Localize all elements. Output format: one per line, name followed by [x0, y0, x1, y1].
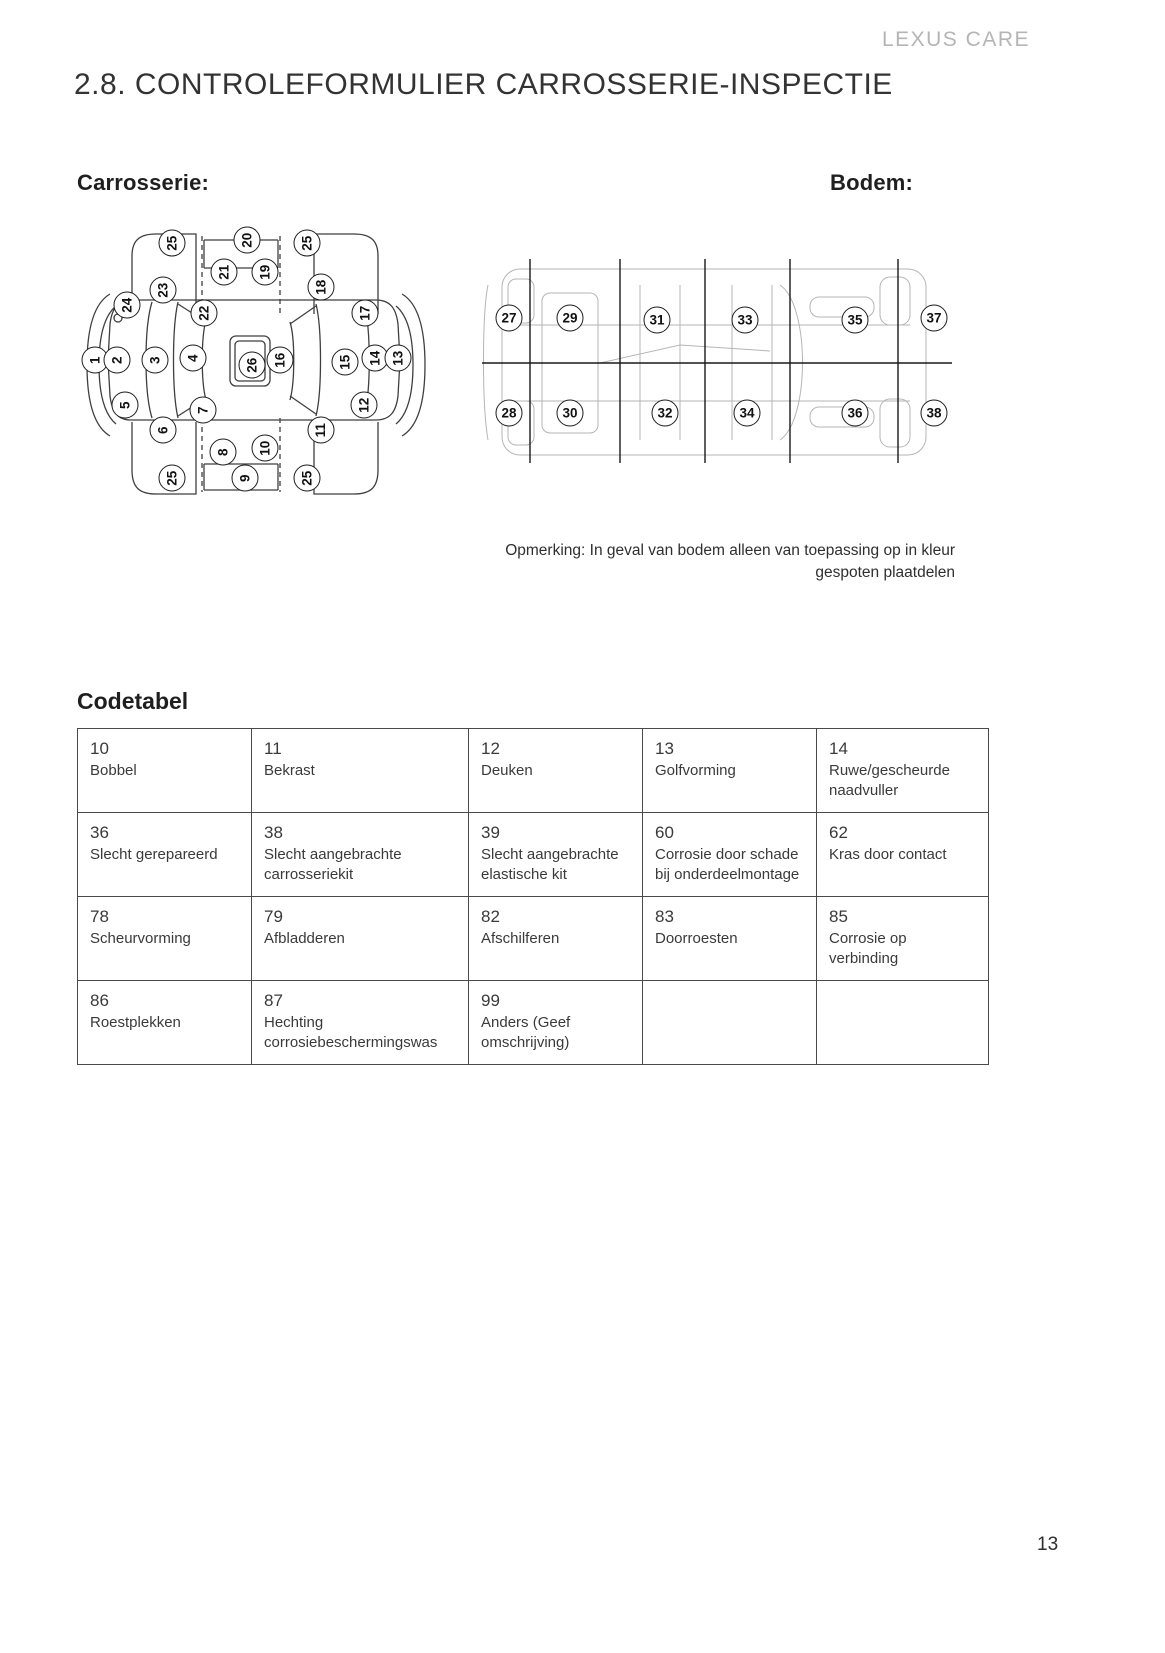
code-description: Afbladderen — [264, 930, 345, 947]
diagram-marker-25: 25 — [294, 465, 321, 492]
code-cell — [469, 729, 643, 813]
diagram-marker-25: 25 — [159, 465, 186, 492]
codetabel — [77, 728, 989, 1065]
diagram-marker-13: 13 — [385, 345, 412, 372]
diagram-marker-36: 36 — [842, 400, 869, 427]
code-description: Bobbel — [90, 762, 137, 779]
diagram-marker-18: 18 — [308, 274, 335, 301]
code-number: 12 — [481, 739, 500, 758]
diagram-marker-9: 9 — [232, 465, 259, 492]
diagram-marker-32: 32 — [652, 400, 679, 427]
code-description: Hechting corrosiebeschermingswas — [264, 1014, 438, 1051]
diagram-marker-26: 26 — [239, 352, 266, 379]
code-number: 82 — [481, 907, 500, 926]
diagram-marker-27: 27 — [496, 305, 523, 332]
diagram-marker-37: 37 — [921, 305, 948, 332]
code-cell — [469, 897, 643, 981]
code-cell — [252, 813, 469, 897]
code-description: Anders (Geef omschrijving) — [481, 1014, 571, 1051]
diagram-marker-30: 30 — [557, 400, 584, 427]
code-description: Slecht gerepareerd — [90, 846, 218, 863]
code-cell — [817, 897, 989, 981]
diagram-marker-25: 25 — [159, 230, 186, 257]
diagram-marker-14: 14 — [362, 345, 389, 372]
code-cell — [643, 897, 817, 981]
diagram-marker-33: 33 — [732, 307, 759, 334]
diagram-marker-21: 21 — [211, 259, 238, 286]
code-number: 83 — [655, 907, 674, 926]
diagram-marker-22: 22 — [191, 300, 218, 327]
code-cell — [252, 897, 469, 981]
code-number: 62 — [829, 823, 848, 842]
diagram-marker-19: 19 — [252, 259, 279, 286]
code-number: 13 — [655, 739, 674, 758]
code-number: 36 — [90, 823, 109, 842]
diagram-marker-24: 24 — [114, 292, 141, 319]
diagram-marker-29: 29 — [557, 305, 584, 332]
code-number: 11 — [264, 739, 282, 758]
code-cell — [469, 981, 643, 1065]
codetabel-row — [78, 897, 989, 981]
code-number: 10 — [90, 739, 109, 758]
code-cell — [817, 729, 989, 813]
carrosserie-heading: Carrosserie: — [77, 170, 210, 195]
bodem-heading: Bodem: — [830, 170, 914, 195]
diagram-marker-4: 4 — [180, 345, 207, 372]
codetabel-row — [78, 981, 989, 1065]
diagram-marker-16: 16 — [267, 347, 294, 374]
diagram-marker-10: 10 — [252, 435, 279, 462]
diagram-marker-35: 35 — [842, 307, 869, 334]
diagram-marker-11: 11 — [308, 417, 335, 444]
diagram-marker-20: 20 — [234, 227, 261, 254]
diagram-marker-7: 7 — [190, 397, 217, 424]
code-number: 87 — [264, 991, 283, 1010]
code-number: 86 — [90, 991, 109, 1010]
code-cell — [78, 897, 252, 981]
code-description: Roestplekken — [90, 1014, 181, 1031]
diagram-marker-38: 38 — [921, 400, 948, 427]
code-cell — [252, 729, 469, 813]
codetabel-body — [78, 729, 989, 1065]
code-number: 85 — [829, 907, 848, 926]
car-underbody-art — [480, 255, 955, 470]
code-number: 78 — [90, 907, 109, 926]
diagram-marker-34: 34 — [734, 400, 761, 427]
codetabel-heading: Codetabel — [77, 688, 189, 714]
code-description: Bekrast — [264, 762, 315, 779]
code-description: Corrosie door schade bij onderdeelmontage — [655, 846, 800, 883]
carrosserie-diagram — [80, 228, 430, 503]
code-cell — [78, 813, 252, 897]
diagram-marker-25: 25 — [294, 230, 321, 257]
empty-cell — [817, 981, 989, 1065]
bodem-note: Opmerking: In geval van bodem alleen van toepassing op in kleur gespoten plaatdelen — [505, 542, 955, 582]
page-title: 2.8. CONTROLEFORMULIER CARROSSERIE-INSPECTIE — [74, 68, 893, 101]
diagram-marker-12: 12 — [351, 392, 378, 419]
code-description: Afschilferen — [481, 930, 560, 947]
code-number: 60 — [655, 823, 674, 842]
diagram-marker-15: 15 — [332, 349, 359, 376]
code-description: Ruwe/gescheurde naadvuller — [829, 762, 950, 799]
diagram-marker-5: 5 — [112, 392, 139, 419]
code-description: Corrosie op verbinding — [829, 930, 907, 967]
bodem-diagram — [480, 255, 955, 470]
empty-cell — [643, 981, 817, 1065]
code-number: 79 — [264, 907, 283, 926]
diagram-marker-28: 28 — [496, 400, 523, 427]
code-description: Kras door contact — [829, 846, 947, 863]
diagram-marker-23: 23 — [150, 277, 177, 304]
diagram-marker-31: 31 — [644, 307, 671, 334]
diagram-marker-3: 3 — [142, 347, 169, 374]
code-number: 14 — [829, 739, 848, 758]
code-description: Doorroesten — [655, 930, 738, 947]
code-description: Deuken — [481, 762, 533, 779]
code-cell — [469, 813, 643, 897]
code-description: Slecht aangebrachte elastische kit — [481, 846, 619, 883]
page-number: 13 — [1037, 1534, 1059, 1555]
diagram-marker-8: 8 — [210, 439, 237, 466]
diagram-marker-17: 17 — [352, 300, 379, 327]
code-cell — [643, 813, 817, 897]
codetabel-row — [78, 813, 989, 897]
code-cell — [78, 729, 252, 813]
code-description: Golfvorming — [655, 762, 736, 779]
diagram-marker-6: 6 — [150, 417, 177, 444]
diagram-marker-2: 2 — [104, 347, 131, 374]
code-number: 39 — [481, 823, 500, 842]
code-cell — [252, 981, 469, 1065]
code-description: Scheurvorming — [90, 930, 191, 947]
codetabel-row — [78, 729, 989, 813]
code-number: 99 — [481, 991, 500, 1010]
code-cell — [643, 729, 817, 813]
brand-header: LEXUS CARE — [881, 28, 1030, 51]
code-description: Slecht aangebrachte carrosseriekit — [264, 846, 402, 883]
code-cell — [78, 981, 252, 1065]
code-number: 38 — [264, 823, 283, 842]
code-cell — [817, 813, 989, 897]
diagram-marker-1: 1 — [82, 347, 109, 374]
